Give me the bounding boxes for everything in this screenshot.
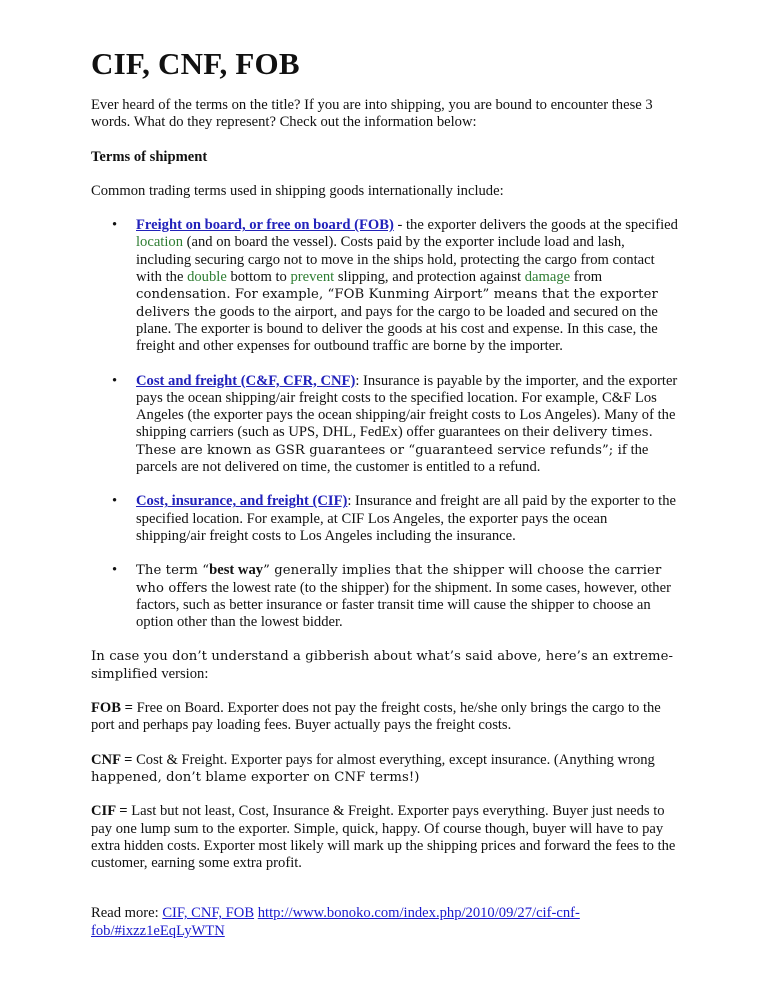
keyword-damage: damage (524, 269, 571, 286)
simplified-text: In case you don’t understand a gibberish about what’s said above, here’s an extreme-simplified (91, 649, 674, 682)
cnf-text: the parcels are not delivered on time, the customer is entitled to a refund. (136, 441, 649, 476)
intro-paragraph: Ever heard of the terms on the title? If you are into shipping, you are bound to encounter these 3 words. What do they represent? Check out the information below: (91, 97, 653, 131)
cnf-label: CNF = (91, 751, 133, 768)
bullet-icon: • (112, 217, 118, 234)
best-way-text: the lowest rate (to the shipper) for the shipment. In some cases, however, other factors, such as better insurance or faster transit time will cause the shipper to choose an option other than the lowest bidder. (136, 579, 671, 631)
fob-text: goods to the airport, and pays for the cargo to be loaded and secured on the plane. The exporter is bound to deliver the goods at his cost and expense. In this case, the freight and other expenses for outbound traffic are borne by the importer. (136, 303, 658, 355)
cif-summary-text: Last but not least, Cost, Insurance & Freight. Exporter pays everything. Buyer just needs to pay one lump sum to the exporter. Simple, quick, happy. Of course though, buyer will have to pay extra hidden costs. Exporter most likely will mark up the shipping prices and forward the fees to the customer, earning some extra profit. (91, 803, 676, 872)
cif-summary (91, 803, 680, 872)
cnf-link[interactable]: Cost and freight (C&F, CFR, CNF) (136, 372, 356, 389)
list-item-best-way (91, 562, 680, 631)
best-way-text: ” generally implies that the shipper will choose the carrier who offers (136, 563, 662, 596)
read-more (91, 905, 680, 940)
bullet-icon: • (112, 562, 118, 579)
cnf-summary-text: Cost & Freight. Exporter pays for almost everything, except insurance. (Anything wrong (132, 751, 655, 768)
cif-label: CIF = (91, 803, 128, 820)
read-more-label: Read more: (91, 905, 163, 922)
common-terms-paragraph: Common trading terms used in shipping goods internationally include: (91, 182, 504, 199)
fob-summary (91, 700, 680, 735)
list-item-cif (91, 493, 680, 545)
bullet-icon: • (112, 493, 118, 510)
fob-text: (and on board the vessel). Costs paid by the exporter include load and lash, including securing cargo not to move in the ships hold, protecting the cargo from contact with the (136, 234, 655, 286)
fob-text: - the exporter delivers the goods at the specified (393, 217, 678, 234)
keyword-location: location (136, 234, 184, 251)
keyword-double: double (187, 269, 227, 286)
fob-summary-text: Free on Board. Exporter does not pay the freight costs, he/she only brings the cargo to the port and perhaps pay loading fees. Buyer actually pays the freight costs. (91, 700, 661, 734)
list-item-fob (91, 217, 680, 355)
cif-link[interactable]: Cost, insurance, and freight (CIF) (136, 493, 348, 510)
best-way-text: The term “ (136, 563, 210, 579)
terms-heading: Terms of shipment (91, 148, 208, 165)
cnf-text: : Insurance is payable by the importer, and the exporter pays the ocean shipping/air freight costs to the specified location. For example, C&F Los Angeles (the exporter pays the ocean shipping/air freight costs to Los Angeles). Many of the shipping carriers (such as UPS, DHL, FedEx) offer guarantees on their (136, 372, 678, 441)
simplified-text: version: (157, 665, 209, 682)
cif-text: : Insurance and freight are all paid by the exporter to the specified location. For example, at CIF Los Angeles, the exporter pays the ocean shipping/air freight costs to Los Angeles including the insurance. (136, 493, 676, 544)
read-more-url-link[interactable]: http://www.bonoko.com/index.php/2010/09/27/cif-cnf-fob/#ixzz1eEqLyWTN (91, 905, 580, 939)
bullet-icon: • (112, 372, 118, 389)
cnf-summary (91, 752, 680, 787)
terms-list (91, 217, 680, 631)
simplified-intro (91, 648, 680, 683)
best-way-term: best way (209, 562, 264, 579)
page-title: CIF, CNF, FOB (91, 46, 300, 81)
cnf-text: delivery times. These are known as GSR guarantees or “guaranteed service refunds”; if (136, 425, 653, 458)
fob-link[interactable]: Freight on board, or free on board (FOB) (136, 217, 394, 234)
fob-text: from (570, 269, 603, 286)
fob-label: FOB = (91, 700, 133, 717)
cnf-summary-text: happened, don’t blame exporter on CNF terms!) (91, 769, 420, 785)
read-more-title-link[interactable]: CIF, CNF, FOB (162, 905, 255, 922)
fob-text: condensation. For example, “FOB Kunming Airport” means that the exporter delivers the (136, 287, 658, 320)
fob-text: slipping, and protection against (334, 269, 525, 286)
keyword-prevent: prevent (290, 269, 335, 286)
list-item-cnf (91, 373, 680, 477)
fob-text: bottom to (226, 269, 291, 286)
